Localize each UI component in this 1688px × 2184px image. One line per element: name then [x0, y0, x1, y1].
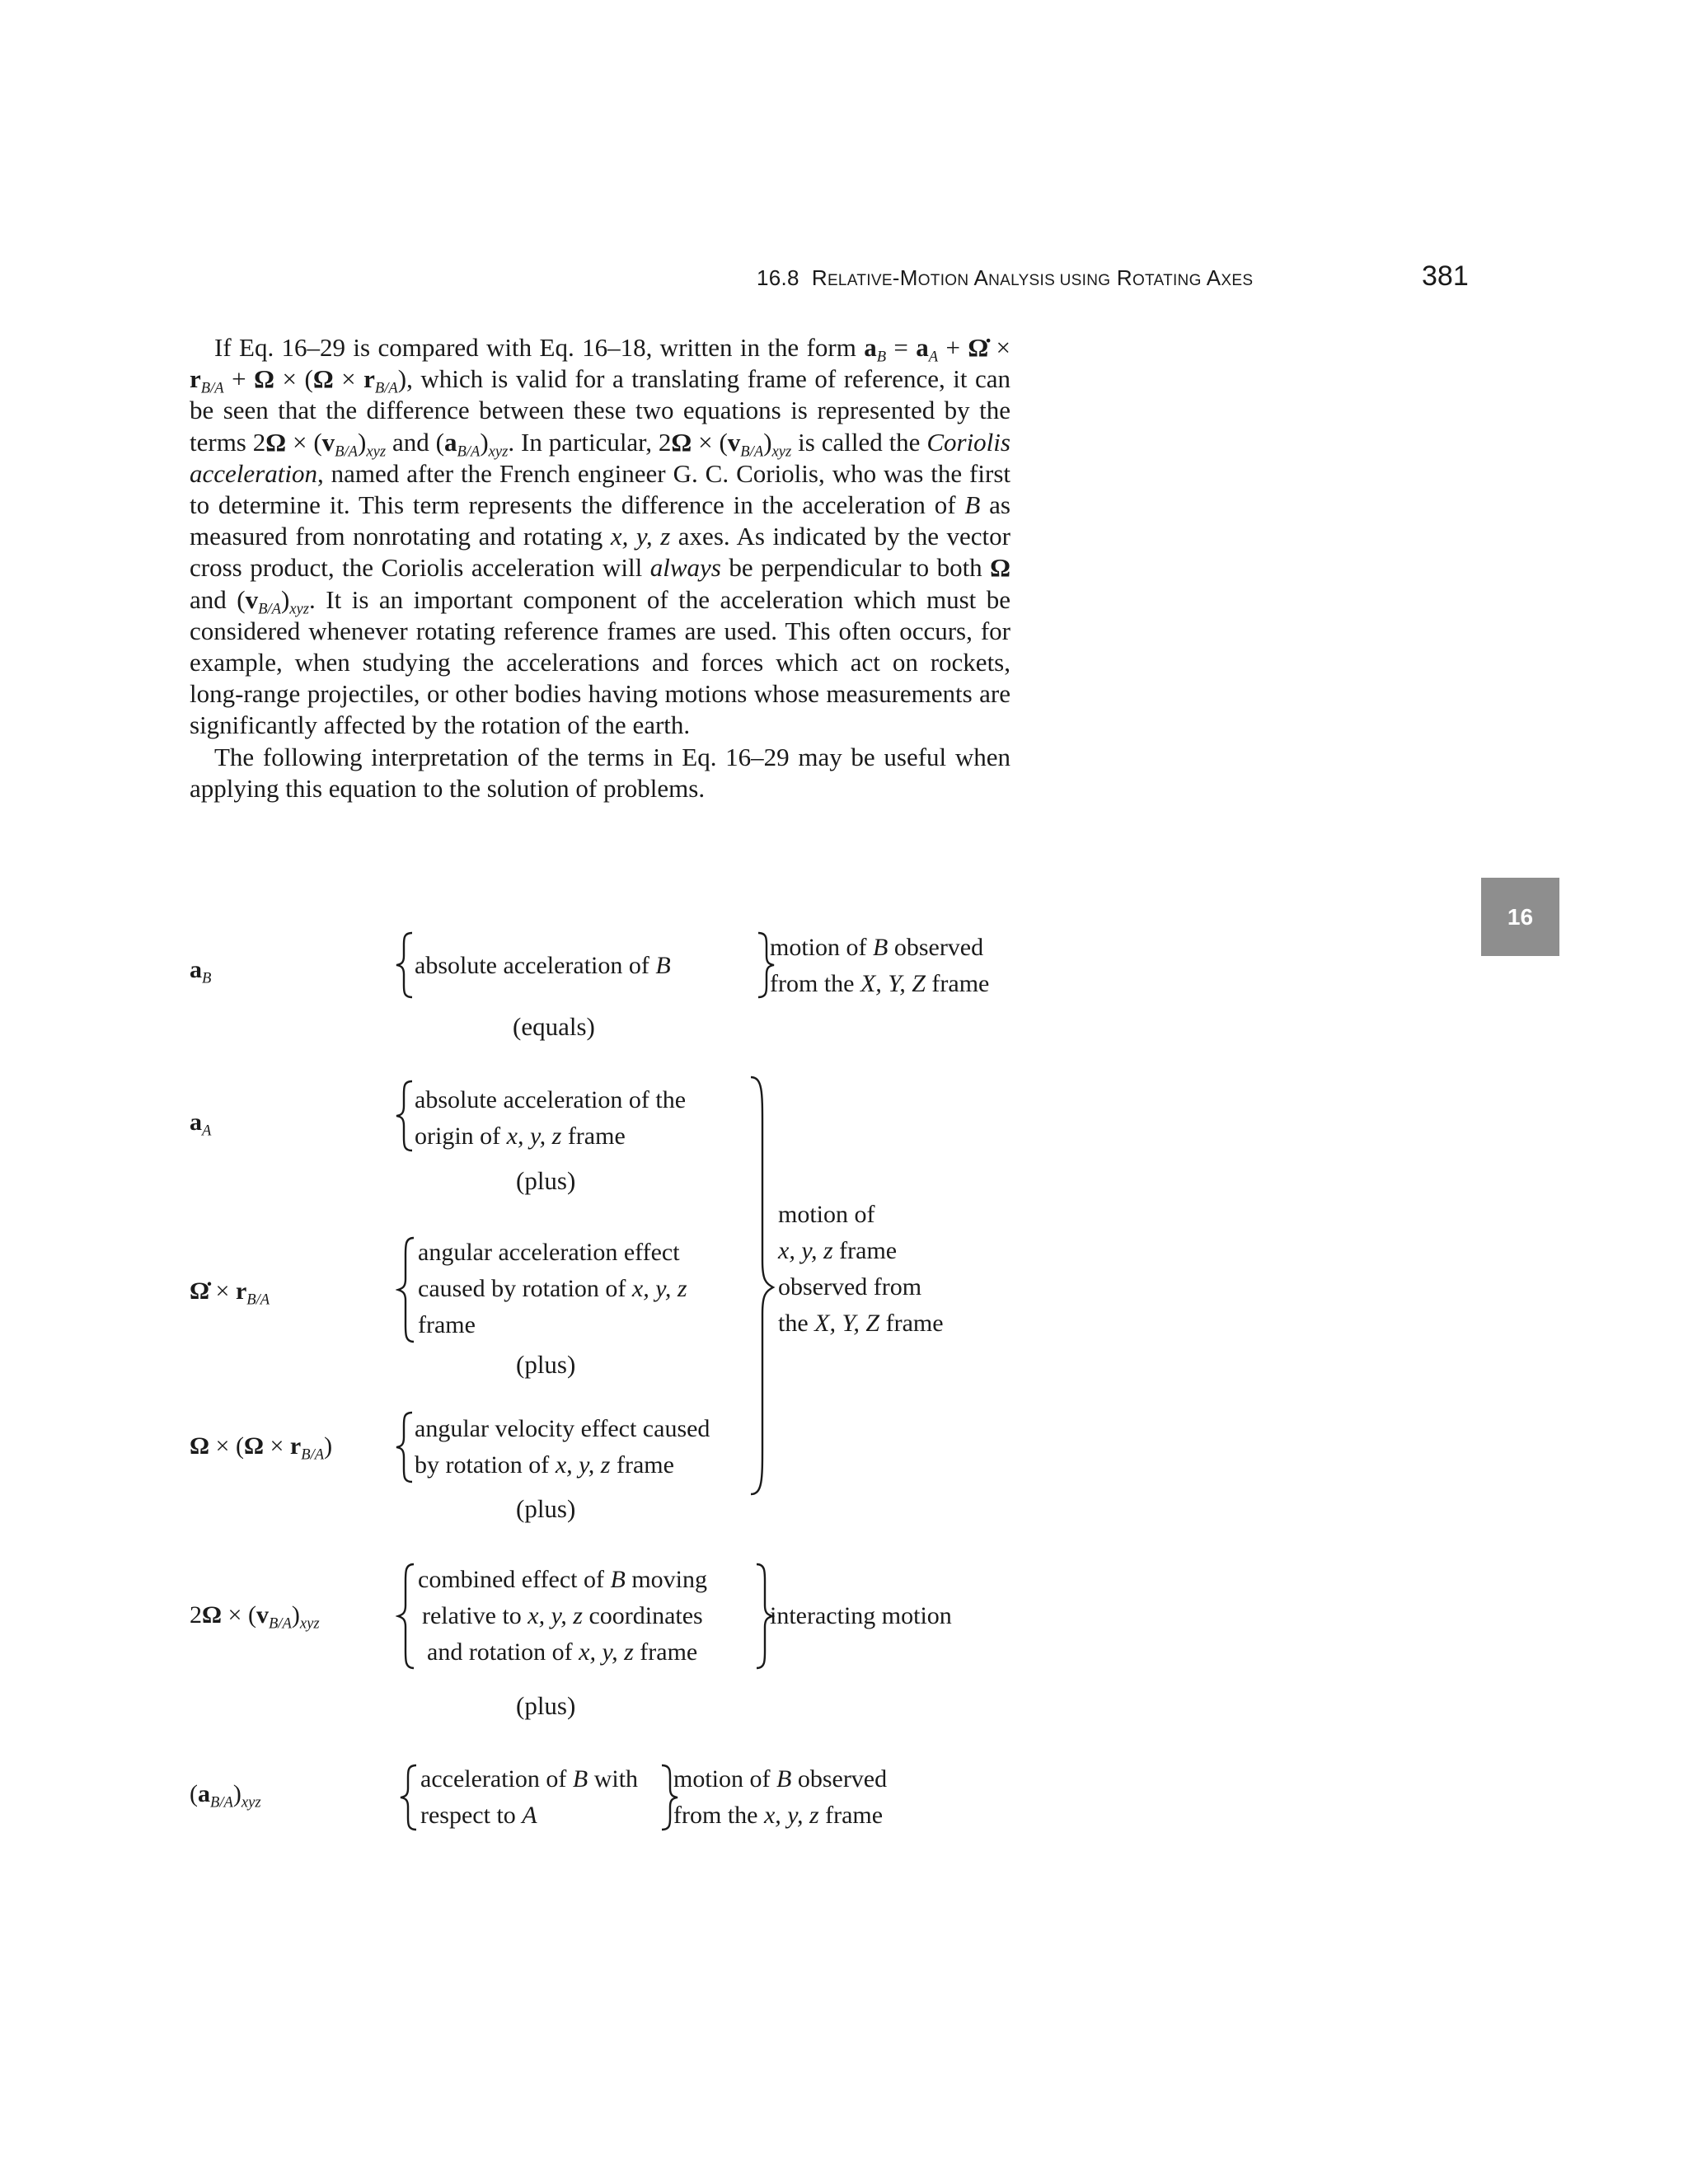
- term-relative-acceleration: $(a_{B/A})_{xyz}$: [190, 1780, 261, 1811]
- running-header: [757, 265, 1253, 291]
- desc-coriolis-line2: relative to x, y, z coordinates: [422, 1602, 703, 1629]
- observed-relative-line1: motion of B observed: [673, 1765, 888, 1793]
- frame-motion-line3: observed from: [778, 1273, 922, 1301]
- paragraph-2: The following interpretation of the terms in Eq. 16–29 may be useful when applying this equation to the solution of problems.: [190, 742, 1010, 803]
- desc-omegadot-line2: caused by rotation of x, y, z: [418, 1275, 687, 1302]
- desc-omegadot-line3: frame: [418, 1311, 476, 1338]
- desc-relative-line1: acceleration of B with: [420, 1765, 639, 1793]
- desc-omega-line1: angular velocity effect caused: [415, 1415, 710, 1442]
- section-title: RELATIVE-MOTION ANALYSIS USING ROTATING AXES: [811, 265, 1254, 290]
- page-number: 381: [1422, 260, 1469, 292]
- desc-omega-line2: by rotation of x, y, z frame: [415, 1451, 674, 1479]
- desc-omegadot-line1: angular acceleration effect: [418, 1239, 680, 1266]
- connector-plus: (plus): [516, 1691, 576, 1720]
- left-brace: [396, 1236, 420, 1343]
- term-aA: $a_A$: [190, 1108, 212, 1140]
- desc-coriolis-line3: and rotation of x, y, z frame: [427, 1638, 698, 1666]
- chapter-tab: 16: [1481, 878, 1559, 956]
- desc-aB: absolute acceleration of B: [415, 952, 671, 979]
- frame-motion-line1: motion of: [778, 1201, 875, 1228]
- observed-aB-line2: from the X, Y, Z frame: [770, 970, 990, 997]
- left-brace: [398, 1764, 423, 1831]
- connector-plus: (plus): [516, 1350, 576, 1379]
- desc-aA-line2: origin of x, y, z frame: [415, 1122, 626, 1150]
- paragraph-1: If Eq. 16–29 is compared with Eq. 16–18, written in the form $a_B = a_A$ + Ω̇ × $r_{B/A} + \Omega \times (\Omega \times r_{B/A})$, which is valid for a translating frame of reference, it can be seen that the difference between these two equations is represented by the terms $2\Omega \times (v_{B/A})_{xyz}$ and $(a_{B/A})_{xyz}$. In particular, $2\Omega \times (v_{B/A})_{xyz}$ is called the Coriolis acceleration, named after the French engineer G. C. Coriolis, who was the first to determine it. This term represents the difference in the acceleration of B as measured from nonrotating and rotating x, y, z axes. As indicated by the vector cross product, the Coriolis acceleration will always be perpendicular to both Ω and $(v_{B/A})_{xyz}$. It is an important component of the acceleration which must be considered whenever rotating reference frames are used. This often occurs, for example, when studying the accelerations and forces which act on rockets, long-range projectiles, or other bodies having motions whose measurements are significantly affected by the rotation of the earth.: [190, 333, 1011, 740]
- desc-relative-line2: respect to A: [420, 1802, 537, 1829]
- body-text: [190, 332, 1010, 804]
- section-number: 16.8: [757, 265, 799, 290]
- frame-motion-line4: the X, Y, Z frame: [778, 1310, 944, 1337]
- connector-plus: (plus): [516, 1494, 576, 1523]
- connector-plus: (plus): [516, 1166, 576, 1195]
- observed-aB-line1: motion of B observed: [770, 934, 984, 961]
- term-omegadot-cross-r: Ω̇ × $r_{B/A}$: [190, 1277, 270, 1309]
- interacting-motion-label: interacting motion: [770, 1602, 952, 1629]
- group-right-brace: [746, 1076, 779, 1496]
- connector-equals: (equals): [513, 1012, 595, 1041]
- desc-coriolis-line1: combined effect of B moving: [418, 1566, 708, 1593]
- term-aB: $a_B$: [190, 956, 212, 987]
- term-omega-cross-omega-cross-r: $\Omega \times (\Omega \times r_{B/A})$: [190, 1432, 333, 1464]
- left-brace: [396, 1563, 420, 1670]
- observed-relative-line2: from the x, y, z frame: [673, 1802, 884, 1829]
- term-coriolis: $2\Omega \times (v_{B/A})_{xyz}$: [190, 1601, 320, 1633]
- desc-aA-line1: absolute acceleration of the: [415, 1086, 687, 1113]
- frame-motion-line2: x, y, z frame: [778, 1237, 898, 1264]
